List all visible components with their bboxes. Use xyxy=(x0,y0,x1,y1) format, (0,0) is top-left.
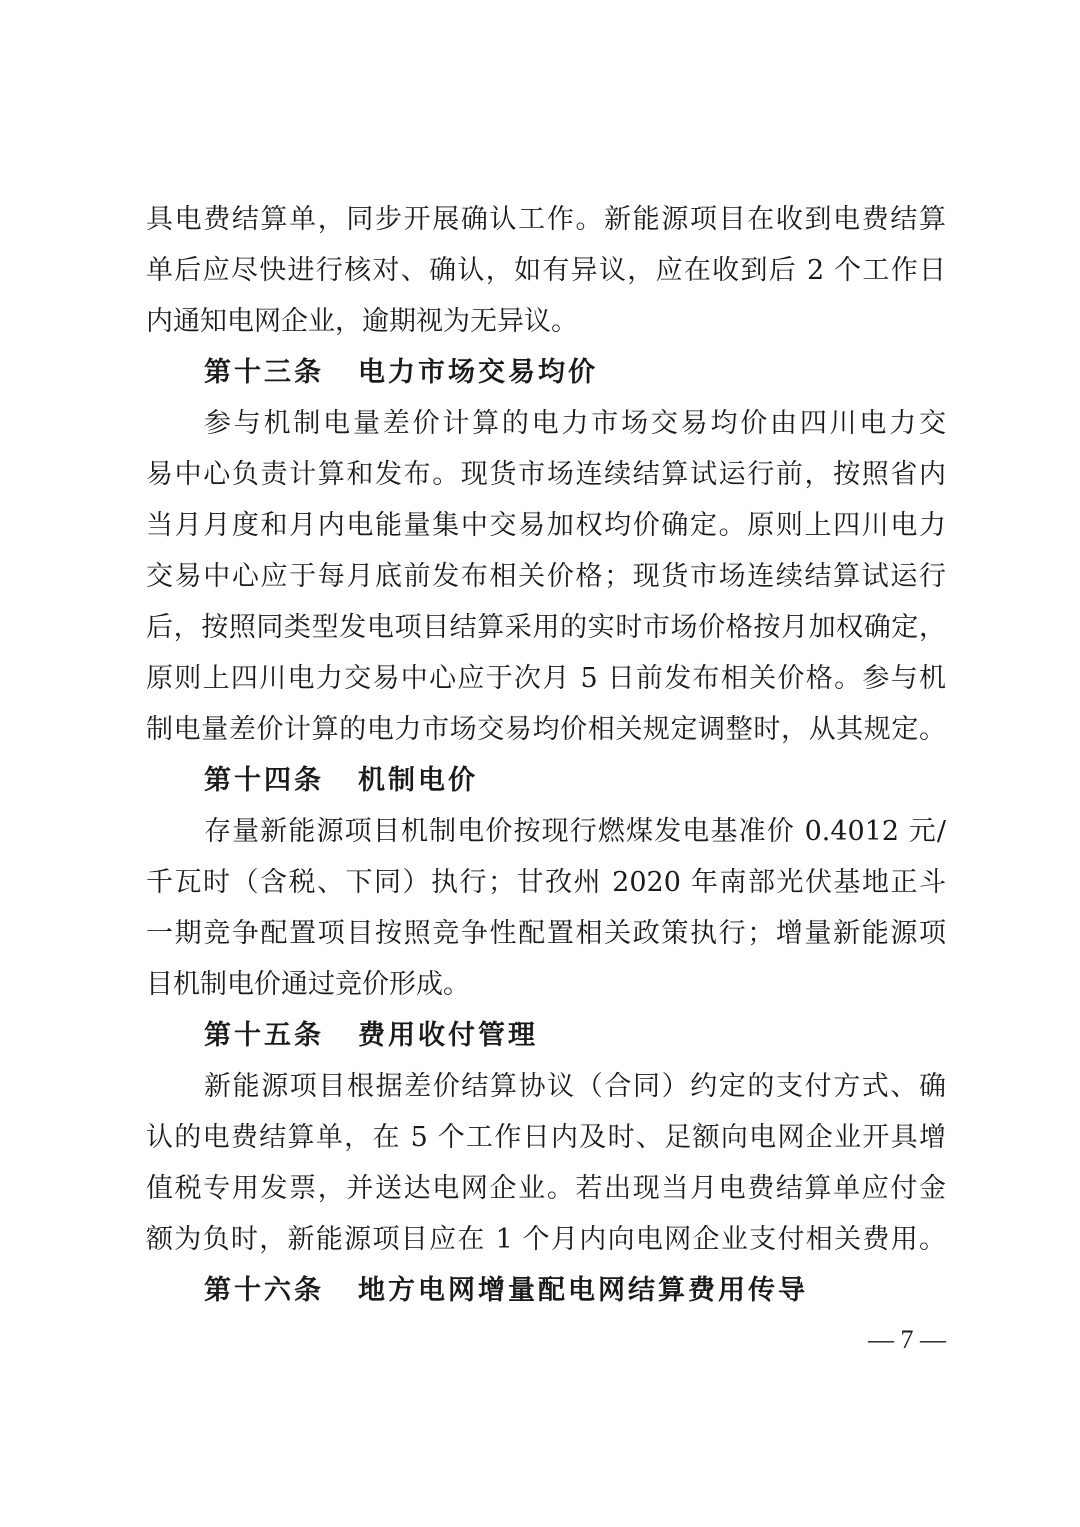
page-number: — 7 — xyxy=(868,1325,946,1354)
text-line: 值税专用发票，并送达电网企业。若出现当月电费结算单应付金 xyxy=(146,1173,946,1204)
text-line: 存量新能源项目机制电价按现行燃煤发电基准价 0.4012 元/ xyxy=(204,816,946,847)
text-line: 参与机制电量差价计算的电力市场交易均价由四川电力交 xyxy=(204,408,946,439)
text-line: 内通知电网企业，逾期视为无异议。 xyxy=(146,306,578,337)
text-line: 后，按照同类型发电项目结算采用的实时市场价格按月加权确定， xyxy=(146,612,946,643)
text-line: 制电量差价计算的电力市场交易均价相关规定调整时，从其规定。 xyxy=(146,714,946,745)
text-line: 原则上四川电力交易中心应于次月 5 日前发布相关价格。参与机 xyxy=(146,663,946,694)
text-line: 当月月度和月内电能量集中交易加权均价确定。原则上四川电力 xyxy=(146,510,946,541)
article-heading-16 xyxy=(204,1274,808,1308)
text-line: 千瓦时（含税、下同）执行；甘孜州 2020 年南部光伏基地正斗 xyxy=(146,867,946,898)
article-heading-15 xyxy=(204,1019,538,1053)
text-line: 单后应尽快进行核对、确认，如有异议，应在收到后 2 个工作日 xyxy=(146,255,946,286)
article-number: 第十五条 xyxy=(204,1020,324,1051)
text-line: 新能源项目根据差价结算协议（合同）约定的支付方式、确 xyxy=(204,1071,946,1102)
text-line: 额为负时，新能源项目应在 1 个月内向电网企业支付相关费用。 xyxy=(146,1224,946,1255)
text-line: 交易中心应于每月底前发布相关价格；现货市场连续结算试运行 xyxy=(146,561,946,592)
article-number: 第十六条 xyxy=(204,1275,324,1306)
text-line: 易中心负责计算和发布。现货市场连续结算试运行前，按照省内 xyxy=(146,459,946,490)
text-line: 一期竞争配置项目按照竞争性配置相关政策执行；增量新能源项 xyxy=(146,918,946,949)
text-line: 具电费结算单，同步开展确认工作。新能源项目在收到电费结算 xyxy=(146,204,946,235)
article-heading-14 xyxy=(204,764,478,798)
article-title: 费用收付管理 xyxy=(358,1020,538,1051)
article-number: 第十四条 xyxy=(204,765,324,796)
article-number: 第十三条 xyxy=(204,357,324,388)
article-title: 电力市场交易均价 xyxy=(358,357,598,388)
text-line: 认的电费结算单，在 5 个工作日内及时、足额向电网企业开具增 xyxy=(146,1122,946,1153)
text-line: 目机制电价通过竞价形成。 xyxy=(146,969,470,1000)
article-heading-13 xyxy=(204,356,598,390)
article-title: 机制电价 xyxy=(358,765,478,796)
article-title: 地方电网增量配电网结算费用传导 xyxy=(358,1275,808,1306)
